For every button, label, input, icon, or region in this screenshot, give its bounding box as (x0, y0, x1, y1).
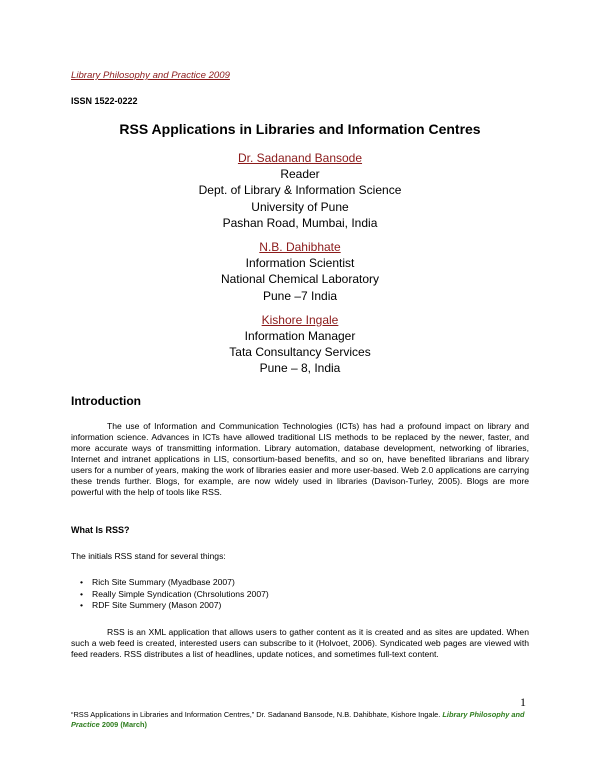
authors-section (0, 150, 600, 385)
list-item: • RDF Site Summery (Mason 2007) (80, 600, 269, 612)
author-affiliation-line: National Chemical Laboratory (220, 272, 380, 287)
author-affiliation-line: Tata Consultancy Services (229, 345, 371, 360)
author-affiliation-line: Pune – 8, India (259, 361, 341, 376)
journal-link[interactable]: Library Philosophy and Practice 2009 (71, 70, 230, 81)
author-affiliation-line: Dept. of Library & Information Science (198, 183, 402, 198)
rss-paragraph: RSS is an XML application that allows users to gather content as it is created and as sites are updated. When such a web feed is created, interested users can subscribe to it (Holvoet, 2006). Syndicated web pages are viewed with feed readers. RSS distributes a list of headlines, update notices, and sometimes full-text content. (71, 627, 529, 659)
author-affiliation-line: Reader (280, 167, 320, 182)
footer-citation (71, 710, 531, 730)
author-block (0, 150, 600, 231)
section-heading-what-is-rss: What Is RSS? (71, 525, 130, 535)
list-item: • Rich Site Summary (Myadbase 2007) (80, 577, 269, 589)
author-name-link[interactable]: Kishore Ingale (261, 312, 339, 327)
page-title: RSS Applications in Libraries and Information Centres (119, 121, 481, 137)
intro-paragraph: The use of Information and Communication Technologies (ICTs) has had a profound impact on library and information science. Advances in ICTs have allowed traditional LIS methods to be replaced by the newer, faster, and more accurate ways of transmitting information. Library automation, database development, networking of libraries, Internet and intranet applications in LIS, consortium-based benefits, and so on, have benefited librarians and library users for a number of years, making the work of libraries easier and more user-based. Web 2.0 applications are carrying these trends further. Blogs, for example, are now widely used in libraries (Davison-Turley, 2005). Blogs are more powerful with the help of tools like RSS. (71, 421, 529, 497)
footer-journal-link[interactable]: Library Philosophy and Practice (71, 710, 525, 729)
author-affiliation-line: Pashan Road, Mumbai, India (222, 215, 378, 230)
author-affiliation-line: Information Scientist (245, 256, 355, 271)
author-name-link[interactable]: Dr. Sadanand Bansode (237, 151, 363, 165)
author-block (0, 312, 600, 377)
rss-definition-list (80, 577, 269, 612)
rss-lead-text: The initials RSS stand for several things: (71, 551, 226, 561)
author-affiliation-line: Pune –7 India (262, 288, 338, 303)
author-block (0, 239, 600, 304)
page-number: 1 (520, 695, 526, 709)
section-heading-introduction: Introduction (71, 394, 141, 408)
footer-citation-text: “RSS Applications in Libraries and Information Centres,” Dr. Sadanand Bansode, N.B. Dahibhate, Kishore Ingale. (71, 710, 441, 719)
list-item: • Really Simple Syndication (Chrsolutions 2007) (80, 589, 269, 601)
author-name-link[interactable]: N.B. Dahibhate (259, 240, 341, 255)
author-affiliation-line: University of Pune (251, 199, 349, 214)
issn-label: ISSN 1522-0222 (71, 96, 138, 106)
footer-year-issue: 2009 (March) (101, 720, 148, 729)
author-affiliation-line: Information Manager (244, 329, 356, 344)
